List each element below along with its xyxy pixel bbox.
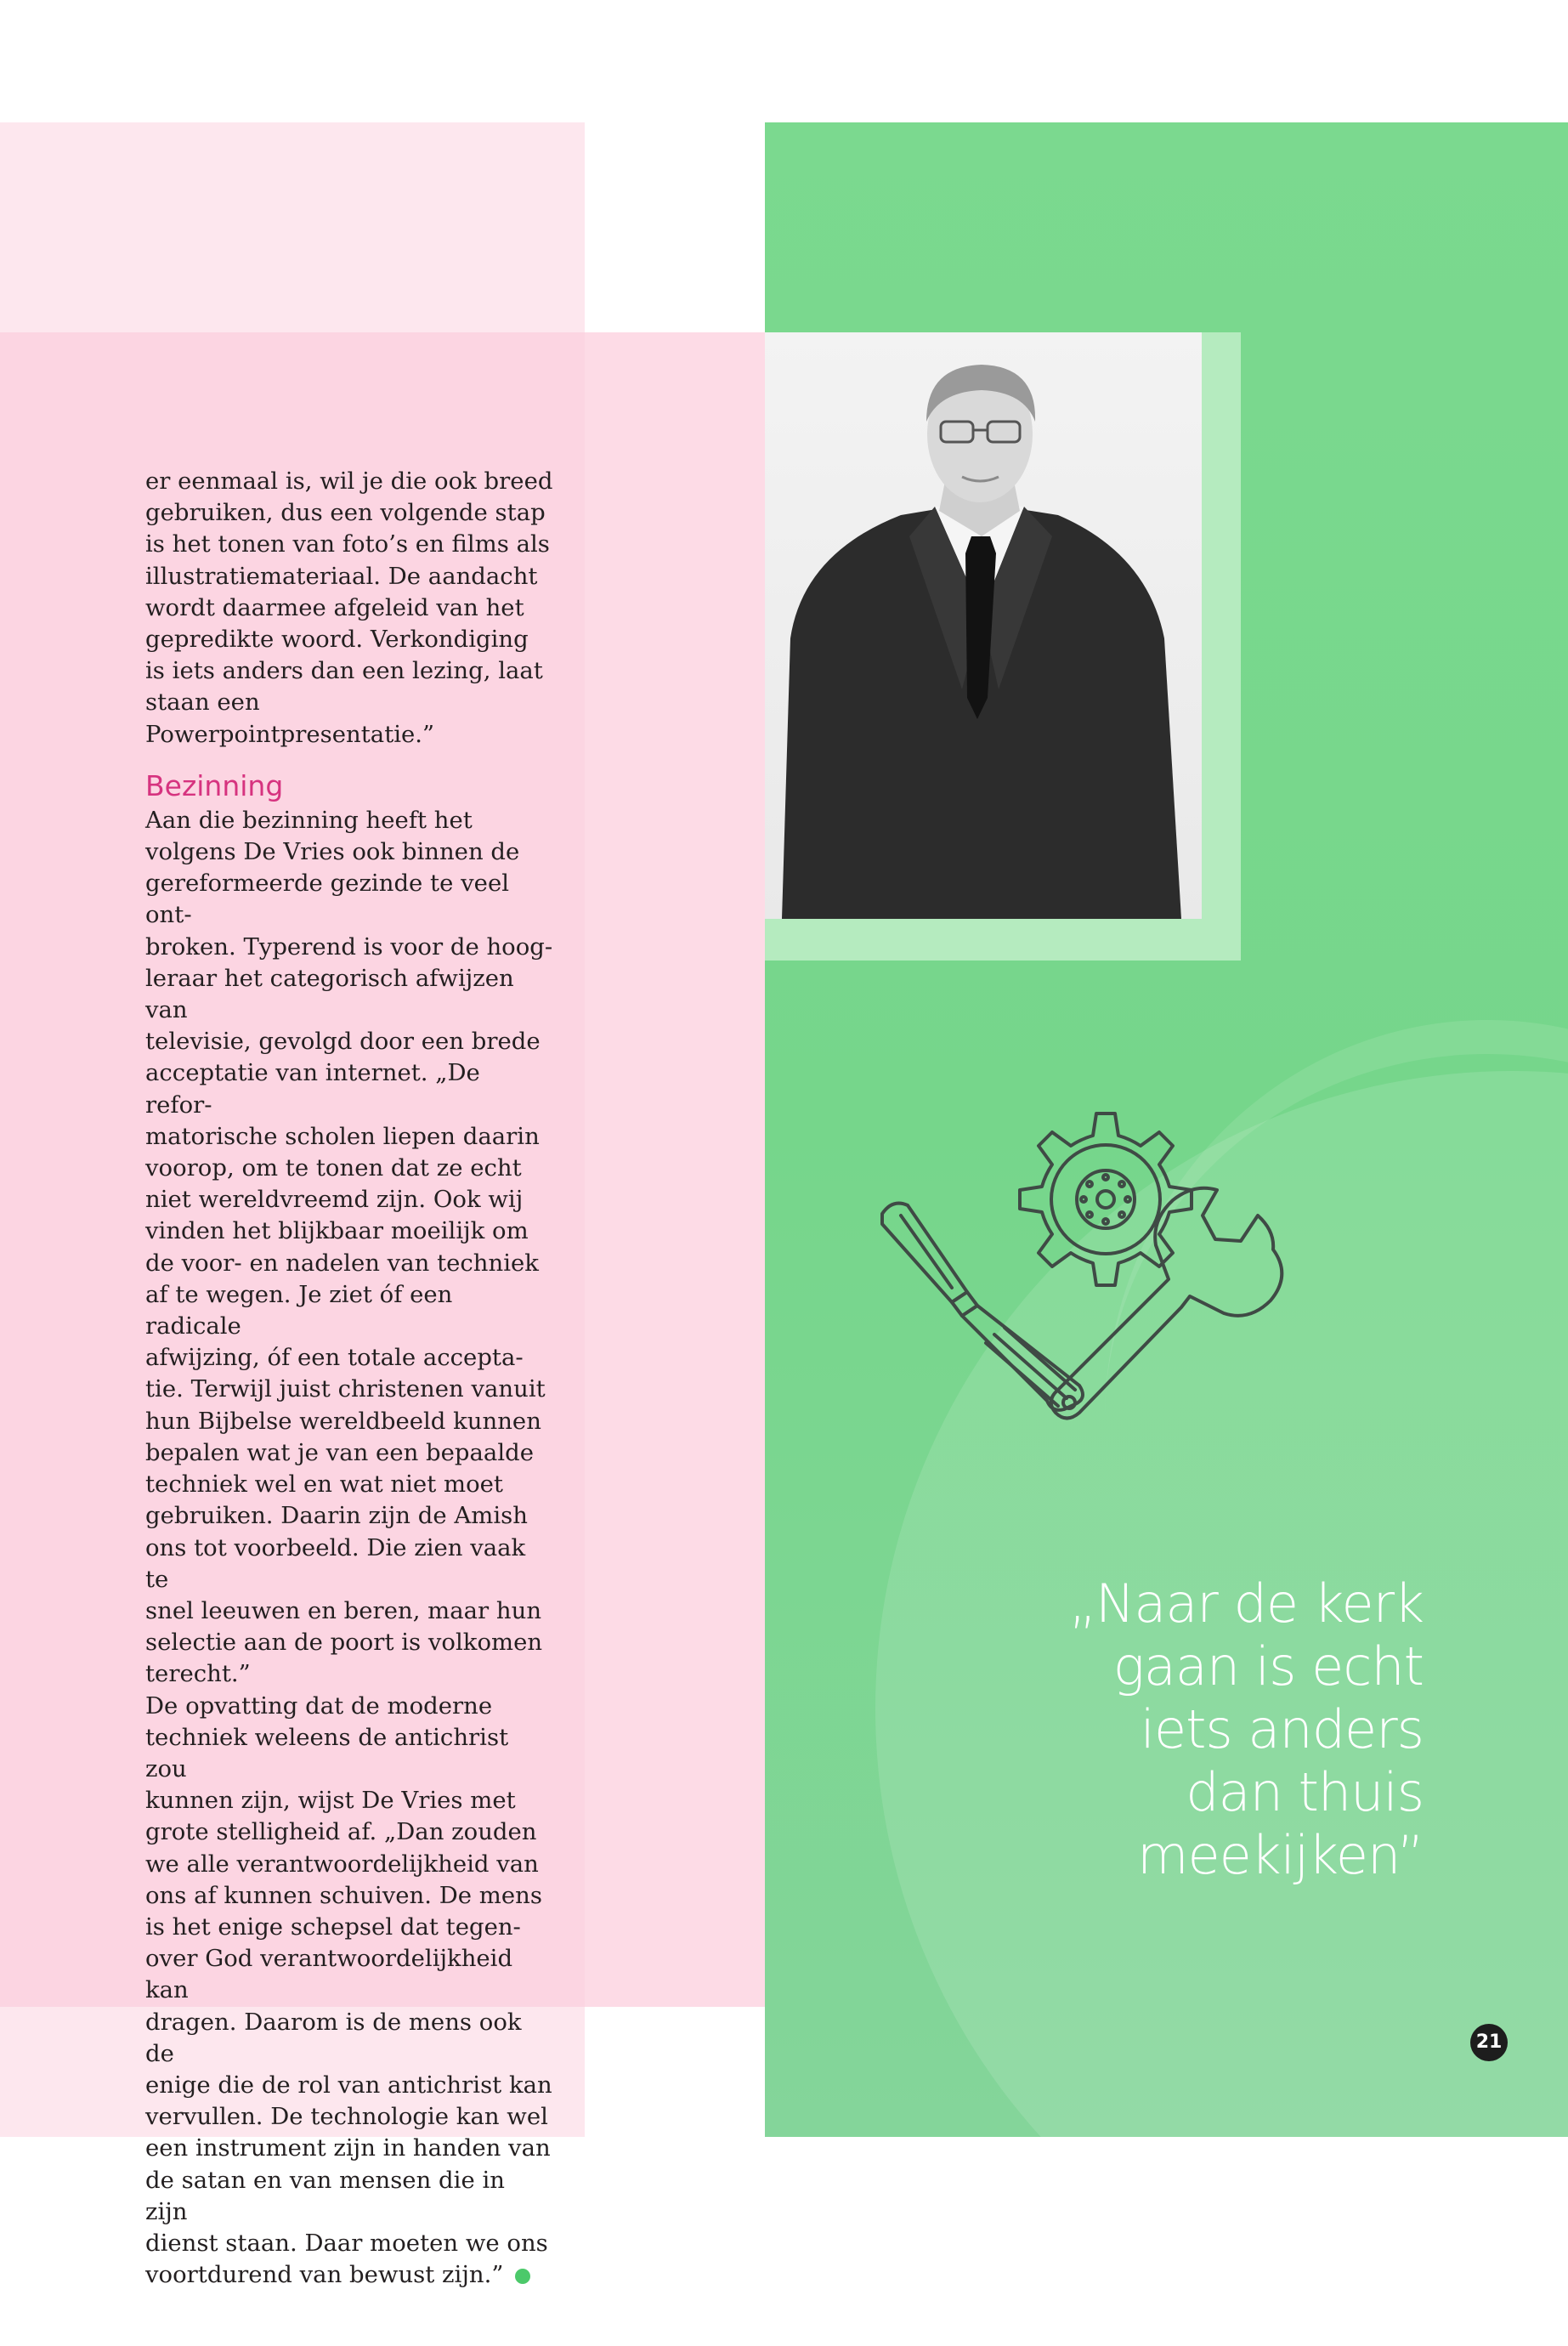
section-heading: Bezinning [145,768,284,802]
pull-quote: „Naar de kerk gaan is echt iets anders dan thuis meekijken” [1068,1572,1424,1886]
article-paragraph: er eenmaal is, wil je die ook breed gebruiken, dus een volgende stap is het tonen van foto’s en films als illustratiemateriaal. De aandacht wordt daarmee afgeleid van het gepredikte woord. Verkondiging is iets anders dan een lezing, laat staan een Powerpointpresentatie.” [145,468,553,748]
portrait-photo [765,332,1202,919]
dot-icon [515,2269,530,2284]
gear-screwdriver-wrench-icon [867,1105,1309,1445]
page-number: 21 [1470,2024,1508,2061]
article-paragraph: Aan die bezinning heeft het volgens De Vries ook binnen de gereformeerde gezinde te veel ont- broken. Typerend is voor de hoog- leraar het categorisch afwijzen van televisie, gevolgd door een brede acceptatie van internet. „De refor- matorische scholen liepen daarin voorop, om te tonen dat ze echt niet wereldvreemd zijn. Ook wij vinden het blijkbaar moeilijk om de voor- en nadelen van techniek af te wegen. Je ziet óf een radicale afwijzing, óf een totale accepta- tie. Terwijl juist christenen vanuit hun Bijbelse wereldbeeld kunnen bepalen wat je van een bepaalde techniek wel en wat niet moet gebruiken. Daarin zijn de Amish ons tot voorbeeld. Die zien vaak te snel leeuwen en beren, maar hun selectie aan de poort is volkomen terecht.” [145,806,553,1688]
portrait-illustration [765,332,1202,919]
article-paragraph-text: De opvatting dat de moderne techniek weleens de antichrist zou kunnen zijn, wijst De Vries met grote stelligheid af. „Dan zouden we alle verantwoordelijkheid van ons af kunnen schuiven. De mens is het enige schepsel dat tegen- over God verantwoordelijkheid kan dragen. Daarom is de mens ook de enige die de rol van antichrist kan vervullen. De technologie kan wel een instrument zijn in handen van de satan en van mensen die in zijn dienst staan. Daar moeten we ons voortdurend van bewust zijn.” [145,1692,552,2289]
article-body [145,466,553,2291]
article-paragraph-last [145,1691,553,2292]
